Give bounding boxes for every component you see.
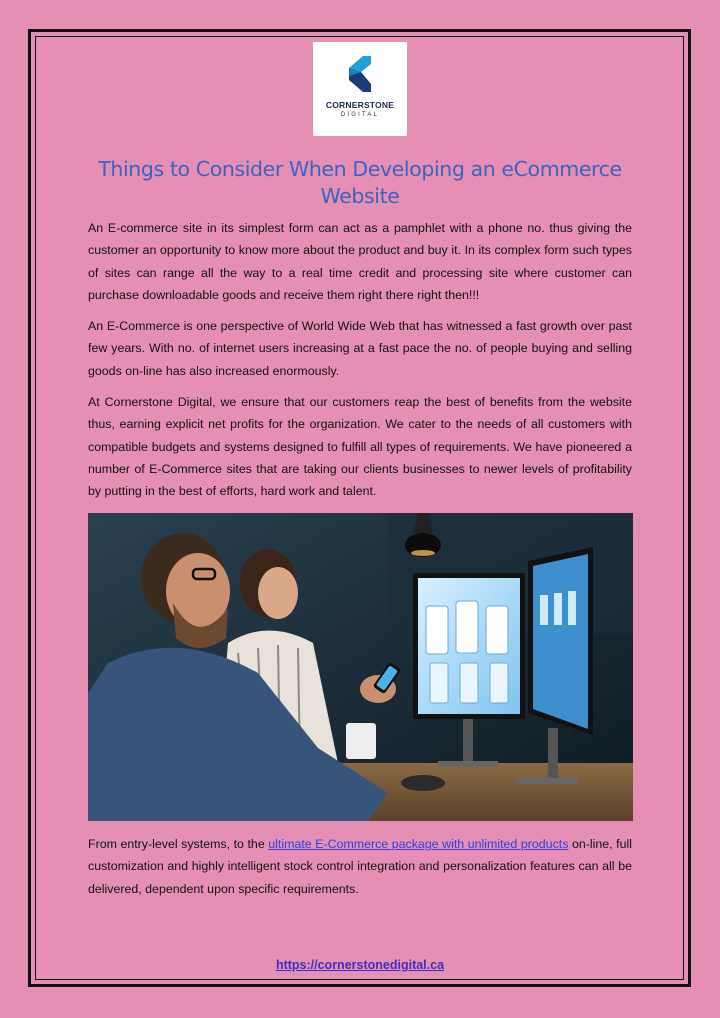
paragraph-packages-before: From entry-level systems, to the (88, 837, 269, 851)
paragraph-growth: An E-Commerce is one perspective of World Wide Web that has witnessed a fast growth over past few years. With no. of internet users increasing at a fast pace the no. of people buying and selling goods on-line has also increased enormously. (88, 319, 632, 378)
ecommerce-package-link[interactable]: ultimate E-Commerce package with unlimited products (268, 837, 569, 851)
developers-photo (88, 513, 633, 821)
cornerstone-logo-icon (347, 54, 373, 94)
logo-subtitle: DIGITAL (340, 112, 380, 118)
paragraph-packages (88, 833, 632, 900)
footer-website-link[interactable]: https://cornerstonedigital.ca (275, 958, 445, 972)
paragraph-cornerstone: At Cornerstone Digital, we ensure that our customers reap the best of benefits from the website thus, earning explicit net profits for the organization. We cater to the needs of all customers with compatible budgets and systems designed to fulfill all types of requirements. We have pioneered a number of E-Commerce sites that are taking our clients businesses to newer levels of profitability by putting in the best of efforts, hard work and talent. (88, 395, 632, 499)
logo-name: CORNERSTONE (325, 100, 395, 110)
paragraph-packages-after: on-line, full customization and highly intelligent stock control integration and personalization features can all be delivered, dependent upon specific requirements. (88, 837, 632, 896)
company-logo (313, 42, 407, 136)
page-title: Things to Consider When Developing an eCommerce Website (98, 157, 622, 208)
paragraph-intro: An E-commerce site in its simplest form can act as a pamphlet with a phone no. thus giving the customer an opportunity to know more about the product and buy it. In its complex form such types of sites can range all the way to a real time credit and processing site where customer can purchase downloadable goods and receive them right there right then!!! (88, 221, 632, 302)
